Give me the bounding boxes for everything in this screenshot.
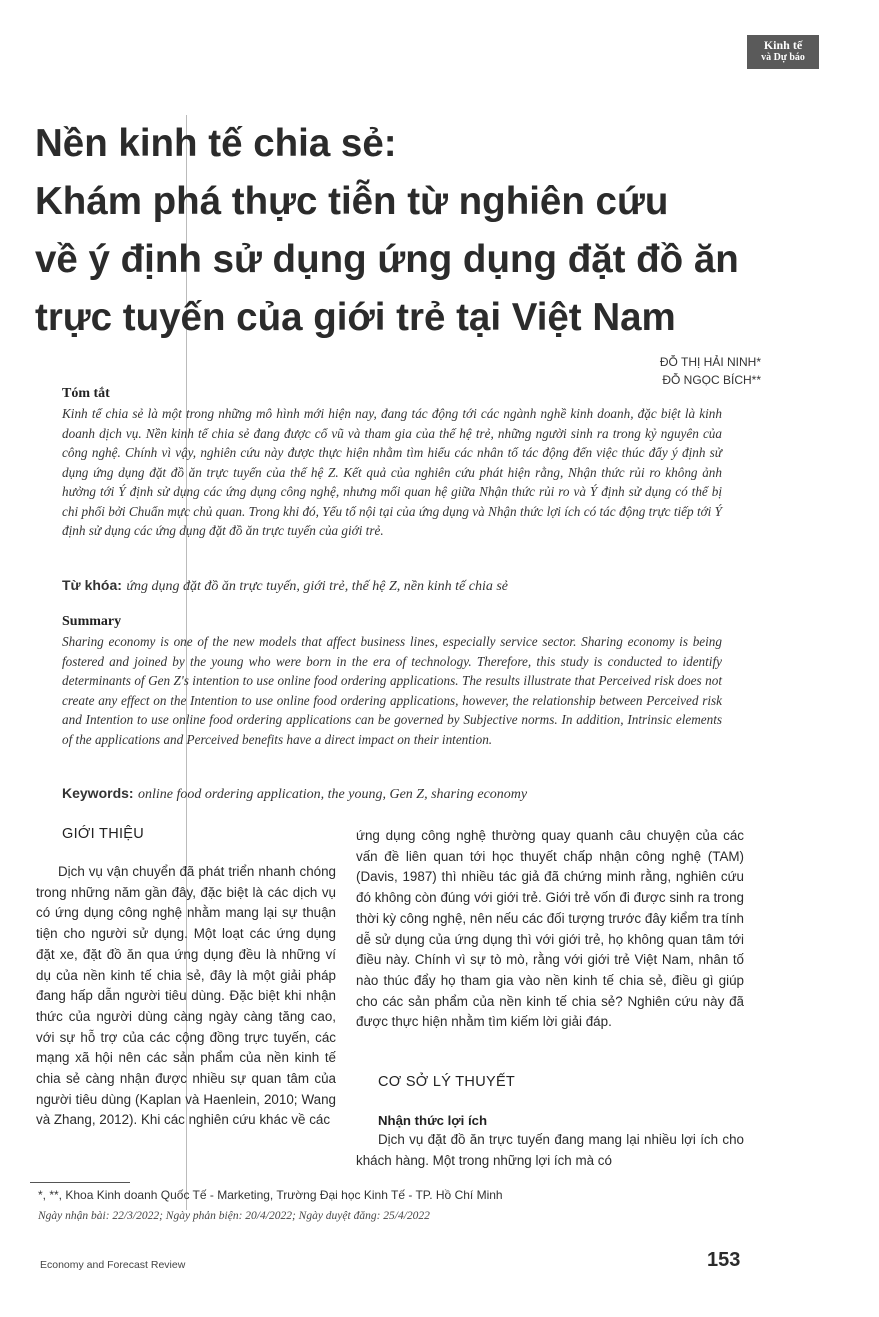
footnote-dates: Ngày nhận bài: 22/3/2022; Ngày phản biện: 20/4/2022; Ngày duyệt đăng: 25/4/2022: [38, 1210, 430, 1222]
footnote-affiliation: *, **, Khoa Kinh doanh Quốc Tế - Marketing, Trường Đại học Kinh Tế - TP. Hồ Chí Minh: [38, 1188, 503, 1202]
theory-heading: CƠ SỞ LÝ THUYẾT: [378, 1074, 516, 1090]
abstract-en-text: Sharing economy is one of the new models that affect business lines, especially service sector. Sharing economy is being fostered and joined by the young who were born in the era of technology. Therefore, this study is conducted to identify determinants of Gen Z's intention to use online food ordering applications. The results illustrate that Perceived risk does not create any effect on the Intention to use online food ordering applications, however, the relationship between Perceived risk and Intention to use online food ordering applications can be governed by Subjective norms. In addition, Intrinsic elements of the applications and Perceived benefits have a direct impact on their intention.: [62, 634, 722, 747]
title-line-1: Nền kinh tế chia sẻ:: [35, 122, 397, 165]
title-line-2: Khám phá thực tiễn từ nghiên cứu: [35, 180, 669, 223]
logo-line-1: Kinh tế: [763, 38, 803, 52]
intro-paragraph-2: ứng dụng công nghệ thường quay quanh câu chuyện của các vấn đề liên quan tới học thuyết chấp nhận công nghệ (TAM) (Davis, 1987) thì nhiều tác giả đã chứng minh rằng, nghiên cứu đó không còn đúng với giới trẻ. Giới trẻ vốn đi được sinh ra trong thời kỳ công nghệ, nên nếu các đối tượng trước đây kiểm tra tính dễ sử dụng của ứng dụng thì với giới trẻ, họ không quan tâm tới điều này. Chính vì sự tò mò, rằng với giới trẻ Việt Nam, nhân tố nào thúc đẩy họ tham gia vào nền kinh tế chia sẻ, điều gì giúp cho các sản phẩm của nền kinh tế chia sẻ? Nghiên cứu này đã được thực hiện nhằm tìm kiếm lời giải đáp.: [356, 828, 744, 1030]
theory-subheading: Nhận thức lợi ích: [378, 1113, 488, 1128]
intro-paragraph-1: Dịch vụ vận chuyển đã phát triển nhanh chóng trong những năm gần đây, đặc biệt là các dịch vụ có ứng dụng công nghệ nhằm mang lại sự thuận tiện cho người sử dụng. Một loạt các ứng dụng đặt xe, đặt đồ ăn qua ứng dụng đều là những ví dụ của nền kinh tế chia sẻ, đây là một giải pháp đang hấp dẫn người tiêu dùng. Đặc biệt khi nhận thức của người dùng càng ngày càng tăng cao, với sự hỗ trợ của các cộng đồng trực tuyến, các mạng xã hội nên các sản phẩm của nền kinh tế chia sẻ càng nhận được nhiều sự quan tâm của người tiêu dùng (Kaplan và Haenlein, 2010; Wang và Zhang, 2012). Khi các nghiên cứu khác về các: [36, 864, 336, 1128]
title-line-3: về ý định sử dụng ứng dụng đặt đồ ăn: [35, 238, 739, 281]
authors: [660, 353, 761, 389]
journal-logo: [747, 35, 819, 69]
logo-line-2: và Dự báo: [761, 52, 805, 63]
keywords-en-label: Keywords:: [62, 785, 134, 801]
keywords-vi-values: ứng dụng đặt đồ ăn trực tuyến, giới trẻ, thế hệ Z, nền kinh tế chia sẻ: [126, 579, 508, 594]
footnote-divider: [30, 1182, 130, 1183]
title-line-4: trực tuyến của giới trẻ tại Việt Nam: [35, 296, 676, 339]
theory-paragraph-1: Dịch vụ đặt đồ ăn trực tuyến đang mang lại nhiều lợi ích cho khách hàng. Một trong những lợi ích mà có: [356, 1132, 744, 1168]
keywords-en: [62, 785, 527, 803]
author-1: ĐỖ THỊ HẢI NINH*: [659, 355, 761, 369]
intro-heading: GIỚI THIỆU: [62, 826, 145, 842]
journal-name: Economy and Forecast Review: [40, 1259, 186, 1271]
abstract-vi-heading: Tóm tắt: [62, 386, 110, 401]
keywords-en-values: online food ordering application, the young, Gen Z, sharing economy: [138, 787, 528, 802]
page-number: 153: [707, 1249, 741, 1271]
author-2: ĐỖ NGỌC BÍCH**: [662, 373, 761, 387]
abstract-en-heading: Summary: [62, 614, 122, 629]
article-title: [35, 115, 815, 347]
keywords-vi: [62, 577, 508, 595]
keywords-vi-label: Từ khóa:: [62, 577, 122, 593]
abstract-vi-text: Kinh tế chia sẻ là một trong những mô hình mới hiện nay, đang tác động tới các ngành nghề kinh doanh, đặc biệt là kinh doanh dịch vụ. Nền kinh tế chia sẻ đang được cổ vũ và tham gia của thế hệ trẻ, những người sinh ra trong kỷ nguyên của công nghệ. Chính vì vậy, nghiên cứu này được thực hiện nhằm tìm hiểu các nhân tố tác động đến việc thúc đẩy ý định sử dụng ứng dụng đặt đồ ăn trực tuyến của thế hệ Z. Kết quả của nghiên cứu phát hiện rằng, Nhận thức rủi ro không ảnh hưởng tới Ý định sử dụng các ứng dụng công nghệ, nhưng mối quan hệ giữa Nhận thức rủi ro và Ý định sử dụng có thể bị chi phối bởi Chuẩn mực chủ quan. Trong khi đó, Yếu tố nội tại của ứng dụng và Nhận thức lợi ích có tác động trực tiếp tới Ý định sử dụng các ứng dụng đặt đồ ăn trực tuyến của giới trẻ.: [62, 406, 722, 538]
